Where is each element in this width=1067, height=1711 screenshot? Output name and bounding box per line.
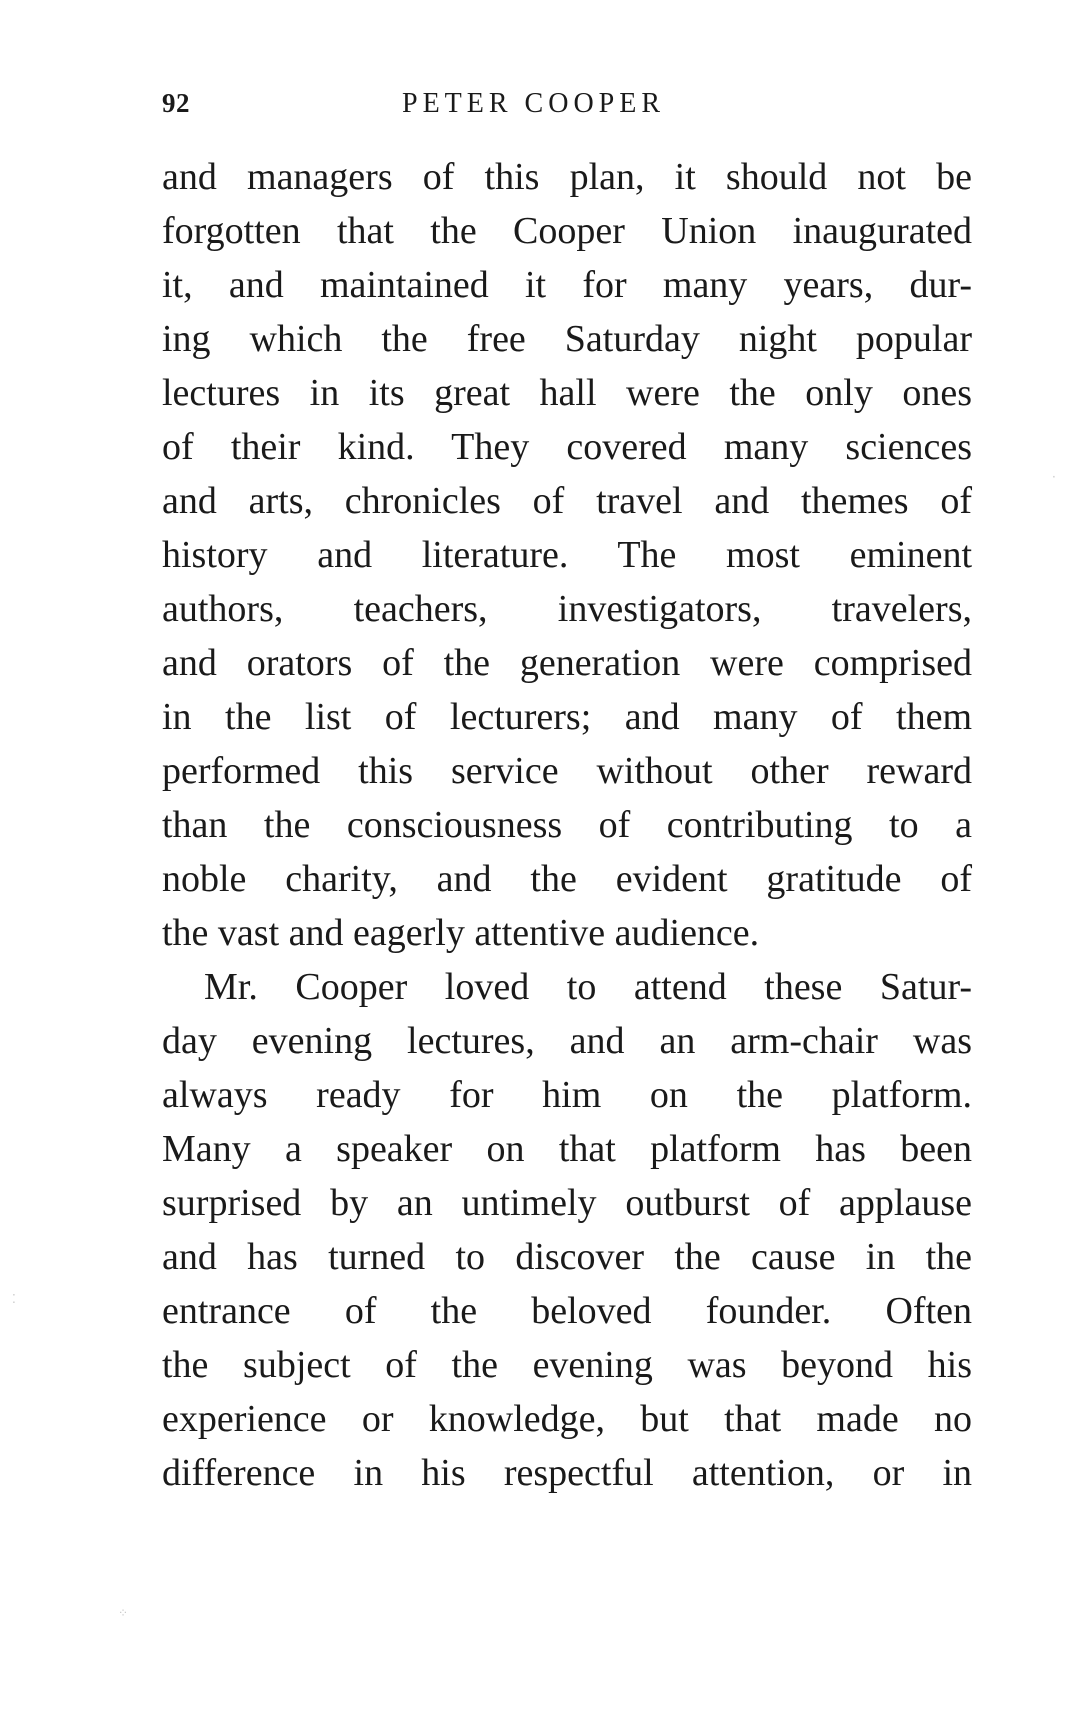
text-line: lectures in its great hall were the only ones [162,372,972,414]
text-line: than the consciousness of contributing to a [162,804,972,846]
text-line: history and literature. The most eminent [162,534,972,576]
text-line: Mr. Cooper loved to attend these Satur- [204,966,972,1008]
text-line: noble charity, and the evident gratitude of [162,858,972,900]
paragraph-1 [162,150,972,960]
text-line: performed this service without other reward [162,750,972,792]
text-line: ing which the free Saturday night popular [162,318,972,360]
text-line: and has turned to discover the cause in the [162,1236,972,1278]
text-line: experience or knowledge, but that made no [162,1398,972,1440]
text-line: of their kind. They covered many sciences [162,426,972,468]
text-line: difference in his respectful attention, or in [162,1452,972,1494]
text-line: and arts, chronicles of travel and themes of [162,480,972,522]
text-line: surprised by an untimely outburst of applause [162,1182,972,1224]
text-line: the subject of the evening was beyond his [162,1344,972,1386]
body-text [162,150,972,1500]
running-head [162,88,972,128]
text-line: always ready for him on the platform. [162,1074,972,1116]
scan-speck: ⁚ [12,1292,16,1306]
text-line: it, and maintained it for many years, dur- [162,264,972,306]
scan-speck: ⁘ [118,1606,129,1620]
text-line: entrance of the beloved founder. Often [162,1290,972,1332]
text-line: and managers of this plan, it should not be [162,156,972,198]
text-line: in the list of lecturers; and many of them [162,696,972,738]
text-line: forgotten that the Cooper Union inaugurated [162,210,972,252]
paragraph-2 [162,960,972,1500]
running-title: PETER COOPER [402,88,666,119]
text-line: day evening lectures, and an arm-chair was [162,1020,972,1062]
text-line: Many a speaker on that platform has been [162,1128,972,1170]
text-line: authors, teachers, investigators, travelers, [162,588,972,630]
text-line: and orators of the generation were comprised [162,642,972,684]
scan-speck: · [1052,470,1056,484]
page-number: 92 [162,88,190,118]
text-line: the vast and eagerly attentive audience. [162,912,760,954]
